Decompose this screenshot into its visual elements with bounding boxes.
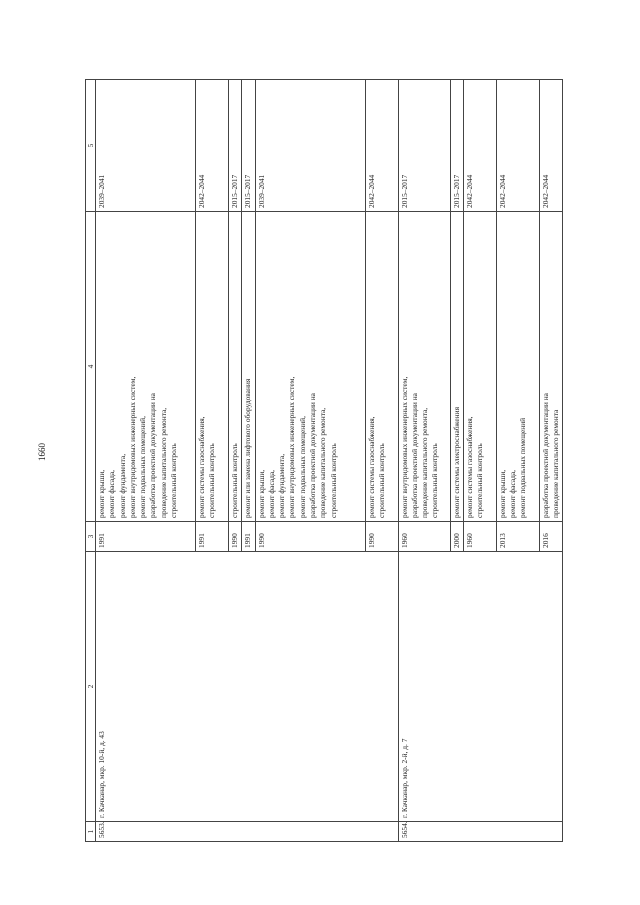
- year-cell: 1991: [196, 522, 229, 552]
- period-cell: 2042–2044: [463, 80, 496, 212]
- works-cell: ремонт системы электроснабжения: [450, 212, 463, 522]
- period-cell: 2039–2041: [255, 80, 365, 212]
- period-cell: 2042–2044: [196, 80, 229, 212]
- table-body: [96, 80, 563, 842]
- period-cell: 2015–2017: [398, 80, 450, 212]
- table-row: [96, 80, 196, 842]
- works-cell: строительный контроль: [229, 212, 242, 522]
- year-cell: 1990: [365, 522, 398, 552]
- year-cell: 1990: [229, 522, 242, 552]
- year-cell: 1960: [398, 522, 450, 552]
- table-row: [398, 80, 450, 842]
- column-header: 5: [86, 80, 96, 212]
- building-address: г. Качканар, мкр. 10-й, д. 43: [96, 552, 399, 822]
- year-cell: 2016: [539, 522, 563, 552]
- period-cell: 2042–2044: [539, 80, 563, 212]
- year-cell: 1990: [255, 522, 365, 552]
- year-cell: 1991: [242, 522, 255, 552]
- period-cell: 2015–2017: [242, 80, 255, 212]
- rotated-sheet: [85, 80, 561, 842]
- period-cell: 2042–2044: [496, 80, 539, 212]
- works-cell: ремонт внутридомовых инженерных систем, разработка проектной документации на проведение капитального ремонта, строительный контроль: [398, 212, 450, 522]
- entry-number: 5653.: [96, 822, 399, 842]
- year-cell: 2013: [496, 522, 539, 552]
- page-number: 1660: [37, 443, 47, 461]
- period-cell: 2042–2044: [365, 80, 398, 212]
- works-cell: разработка проектной документации на проведение капитального ремонта: [539, 212, 563, 522]
- entry-number: 5654.: [398, 822, 563, 842]
- year-cell: 2000: [450, 522, 463, 552]
- year-cell: 1960: [463, 522, 496, 552]
- works-cell: ремонт системы газоснабжения, строительный контроль: [463, 212, 496, 522]
- works-cell: ремонт крыши, ремонт фасада, ремонт фундамента, ремонт внутридомовых инженерных систем, ремонт подвальных помещений, разработка проектной документации на проведение капитального ремонта, строительный контроль: [96, 212, 196, 522]
- period-cell: 2039–2041: [96, 80, 196, 212]
- column-header: 1: [86, 822, 96, 842]
- period-cell: 2015–2017: [450, 80, 463, 212]
- header-row: [86, 80, 96, 842]
- works-cell: ремонт системы газоснабжения, строительный контроль: [365, 212, 398, 522]
- year-cell: 1991: [96, 522, 196, 552]
- column-header: 4: [86, 212, 96, 522]
- column-header: 2: [86, 552, 96, 822]
- column-header: 3: [86, 522, 96, 552]
- repair-schedule-table: [85, 79, 563, 842]
- works-cell: ремонт или замена лифтового оборудования: [242, 212, 255, 522]
- building-address: г. Качканар, мкр. 2-й, д. 7: [398, 552, 563, 822]
- works-cell: ремонт крыши, ремонт фасада, ремонт подвальных помещений: [496, 212, 539, 522]
- works-cell: ремонт системы газоснабжения, строительный контроль: [196, 212, 229, 522]
- works-cell: ремонт крыши, ремонт фасада, ремонт фундамента, ремонт внутридомовых инженерных систем, ремонт подвальных помещений, разработка проектной документации на проведение капитального ремонта, строительный контроль: [255, 212, 365, 522]
- period-cell: 2015–2017: [229, 80, 242, 212]
